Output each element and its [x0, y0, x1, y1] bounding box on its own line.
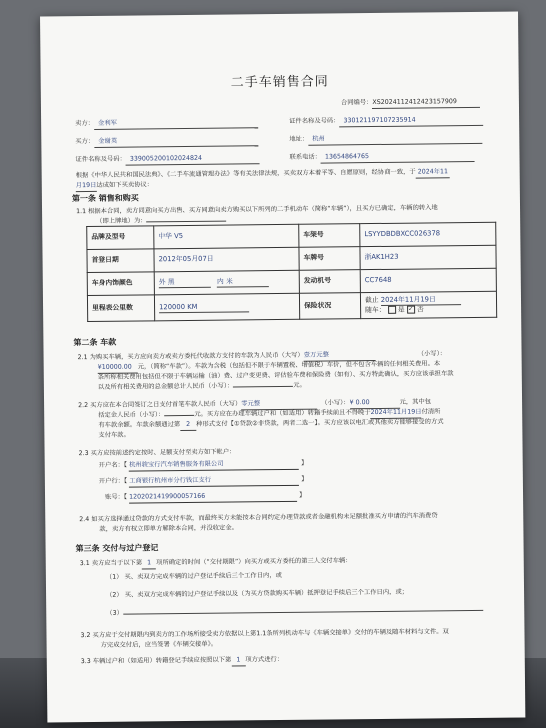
clause-2-4-line-2: 款，卖方有权立即单方解除本合同，并没收定金。 [99, 524, 238, 533]
clause-3-1-option-2: （2） 买、卖双方完成车辆的过户登记手续以及（为买方贷款购买车辆）抵押登记手续后三个工作日内，或； [106, 588, 409, 599]
clause-3-1-option-1: （1） 买、卖双方完成车辆的过户登记手续后三个工作日内，或 [105, 572, 282, 581]
clause-2-4-line-1: 2.4 如买方选择通过贷款的方式支付车款，而最终买方未能按本合同约定办理贷款或者金融机构未足额批准买方申请的汽车消费贷 [79, 512, 438, 524]
insurance-value: 截止 2024年11月19日 随车： 是 ✓ 否 [360, 291, 496, 319]
clause-2-2-line-3: 有车款余额。车款余额通过第 2 种形式支付【①贷款②非贷款，两者二选一】。买方应该以电汇或其他卖方能够接受的方式 [98, 418, 444, 429]
clause-1-1-line-2: （即上牌地）为： [96, 217, 226, 227]
phone-row: 联系电话： 13654864765 [289, 152, 475, 163]
plate-label: 车牌号 [299, 247, 360, 271]
vehicle-info-table [86, 222, 497, 323]
mileage-value: 120000 KM [154, 293, 299, 321]
clause-3-3: 3.3 车辆过户和（如适用）转籍登记手续应按照以下第 1 项方式进行： [80, 655, 284, 666]
buyer-id-row: 证件名称及号码： 339005200102024824 [75, 154, 259, 165]
brand-label: 品牌及型号 [87, 226, 154, 250]
insurance-label: 保险状况 [299, 293, 360, 320]
registration-date-value: 2012年05月07日 [154, 247, 299, 272]
clause-3-2-line-2: 方完成交付后，应当签署《车辆交接单》。 [100, 640, 218, 649]
engine-label: 发动机号 [299, 270, 360, 294]
plate-value: 浙AK1H23 [360, 245, 496, 269]
vin-value: LSYYDBDBXCC026378 [360, 222, 496, 246]
preamble-line-1: 根据《中华人民共和国民法典》、《二手车流通管理办法》等有关法律法规，买卖双方本着平等、自愿原则，经协商一致，于 2024年11 [76, 168, 450, 181]
buyer-row: 买方： 金谢英 [75, 136, 258, 147]
account-number-row: 账号：【 1202021419900057166 】 [105, 492, 305, 504]
clause-3-2-line-1: 3.2 买方应于交付期限内到卖方的工作场所接受卖方依据以上第1.1条所列机动车与《车辆交接单》交付的车辆及随车材料与文件。双 [80, 628, 449, 640]
clause-2-1-line-1: 2.1 为购买车辆，买方应向卖方或卖方委托代收款方支付的车款为人民币（大写）壹万元整 （小写）： [77, 350, 447, 362]
clause-2-2-line-4: 支付车款。 [98, 431, 130, 439]
clause-2-1-line-3: 条所称相关费用包括但不限于车辆运输（油）费、过户变更费、评估验车费和保险费（如有）、买方特此确认，买方应该承担车款 [97, 370, 454, 381]
contract-page [40, 11, 525, 722]
section-2-title: 第二条 车款 [73, 337, 117, 348]
engine-value: CC7648 [360, 268, 496, 292]
contract-number: 合同编号：XS2024112412423157909 [341, 98, 481, 109]
insurance-yes-checkbox[interactable] [388, 306, 396, 314]
address-row: 地址： 杭州 [289, 134, 482, 146]
color-label: 车身内饰颜色 [87, 272, 154, 296]
seller-row: 卖方： 金利军 [75, 118, 258, 129]
clause-3-1-option-3: （3） [106, 606, 483, 618]
insurance-no-checkbox[interactable] [407, 306, 415, 314]
brand-value: 中华 V5 [154, 224, 299, 249]
clause-2-1-line-2: ¥10000.00 元，（简称“车款”）。车款为含税（包括但不限于车辆置税、增值税）车价，但不包含车辆的任何相关费用。本 [98, 360, 441, 373]
section-3-title: 第三条 交付与过户登记 [75, 543, 159, 554]
checkmark-icon: ✓ [408, 305, 414, 313]
color-value: 外 黑 内 米 [154, 270, 299, 295]
clause-1-1-line-1: 1.1 根据本合同，卖方同意向买方出售、买方同意向卖方购买以下所列的二手机动车（简称“车辆”），且买方已确定，车辆的转入地 [76, 204, 438, 216]
section-1-title: 第一条 销售和购买 [71, 193, 139, 204]
clause-2-1-line-4: 以及所有相关费用的总金额总计人民币（小写）： 元。 [97, 381, 306, 391]
preamble-line-2: 月19日达成如下买卖协议： [76, 181, 153, 191]
clause-2-2-line-1: 2.2 买方应在本合同签订之日支付首笔车款人民币（大写）零元整 （小写）：¥ 0.00 元，其中包 [78, 398, 432, 410]
clause-2-2-line-2: 括定金人民币（小写）： 元。买方应在办理车辆过户和（如适用）转籍手续前且不得晚于2024年11月19日付清所 [98, 408, 441, 419]
clause-3-1: 3.1 卖方应当于以下第 1 项所确定的时间（“交付期限”）向买方或买方委托的第三人交付车辆： [79, 557, 352, 568]
vin-label: 车架号 [299, 224, 360, 248]
account-bank-row: 开户行：【 工商银行杭州市分行钱江支行 】 [99, 476, 308, 488]
seller-id-row: 证件名称及号码： 330121197107235914 [289, 116, 483, 128]
registration-date-label: 首登日期 [87, 249, 154, 273]
document-title: 二手车销售合同 [230, 74, 329, 91]
clause-2-3: 2.3 买方应按前述约定按时、足额支付至卖方如下帐户： [78, 448, 236, 458]
mileage-label: 里程表公里数 [87, 295, 154, 322]
account-name-row: 开户名：【 杭州骏宝行汽车销售服务有限公司 】 [99, 460, 308, 472]
